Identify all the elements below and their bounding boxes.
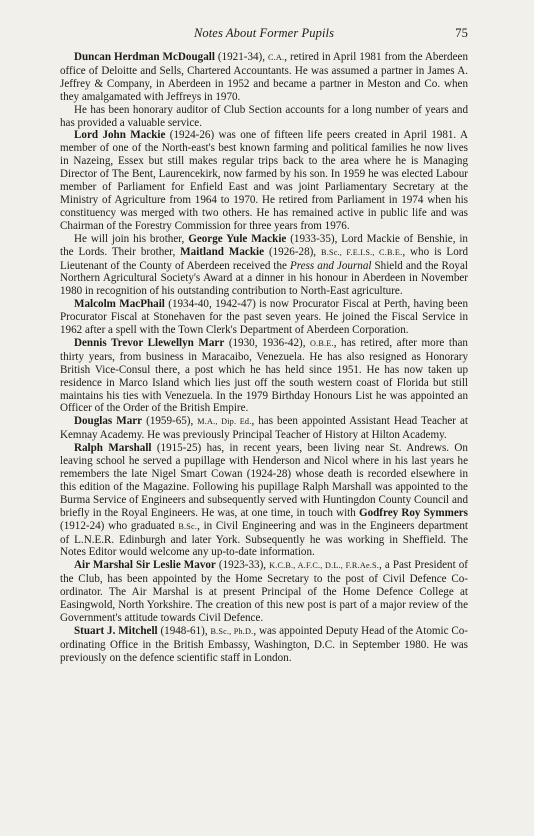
text-run: , a Past President of the Club, has been appointed by the Home Secretary to the post of Civil Defence Co-ordinator. The Air Marshal is at present Principal of the Home Defence College at Easingwold, North Yorkshire. The creation of this new post is part of a major review of the Government's attitude towards Civil Defence. [60, 559, 468, 624]
text-run: (1934-40, 1942-47) is now Procurator Fiscal at Perth, having been Procurator Fiscal at Stonehaven for the past seven years. He joined the Fiscal Service in 1962 after a spell with the Town Clerk's Department of Aberdeen Corporation. [60, 298, 468, 337]
running-header [60, 26, 468, 46]
text-run: , retired in April 1981 from the Aberdeen office of Deloitte and Sells, Chartered Accountants. He was assumed a partner in James A. Jeffrey & Company, in Aberdeen in 1952 and became a partner in Meston and Co. when they amalgamated with Jeffreys in 1970. [60, 51, 469, 103]
page-number: 75 [455, 26, 468, 40]
person-name: Dennis Trevor Llewellyn Marr [74, 336, 225, 349]
text-run: Shield and the Royal Northern Agricultural Society's Award at a dinner in his honour in Aberdeen in November 1980 in recognition of his outstanding contribution to North-East agriculture. [60, 259, 468, 298]
credentials: K.C.B., A.F.C., D.L., F.R.Ae.S. [269, 561, 380, 571]
paragraph [60, 51, 468, 104]
person-name: Maitland Mackie [180, 245, 264, 258]
paragraph [60, 337, 468, 415]
text-run: , has retired, after more than thirty years, from business in Maracaibo, Venezuela. He has also resigned as Honorary British Vice-Consul there, a post which he has held since 1951. He has now taken up residence in Marco Island which lies just off the south western coast of Florida but still maintains his ties with Venezuela. In the 1979 Birthday Honours List he was appointed an Officer of the Order of the British Empire. [60, 336, 468, 415]
paragraph [60, 442, 468, 559]
paragraph [60, 298, 468, 337]
paragraph [60, 625, 468, 665]
text-run: (1933-35), Lord Mackie of Benshie, in the Lords. Their brother, [60, 232, 468, 258]
credentials: B.Sc., F.E.I.S., C.B.E. [321, 247, 403, 257]
text-run: , who is Lord Lieutenant of the County of Aberdeen received the [60, 245, 468, 272]
person-name: Malcolm MacPhail [74, 298, 165, 311]
text-run: (1948-61), [157, 624, 211, 637]
paragraph [60, 559, 468, 625]
person-name: Douglas Marr [74, 415, 143, 428]
text-run: (1959-65), [142, 415, 198, 428]
text-run: (1921-34), [214, 51, 268, 63]
text-run: (1915-25) has, in recent years, been living near St. Andrews. On leaving school he served a pupillage with Henderson and Nicol where in his last years he remembers the late Nigel Smart Cowan (1924-28) whose death is recorded elsewhere in this edition of the Magazine. Following his pupillage Ralph Marshall was appointed to the Burma Service of Engineers and subsequently served with Huntingdon County Council and briefly in the Royal Engineers. He was, at one time, in touch with [60, 442, 468, 519]
publication-title: Press and Journal [290, 259, 372, 272]
person-name: Stuart J. Mitchell [74, 624, 158, 637]
credentials: C.A. [268, 53, 285, 62]
text-run: , has been appointed Assistant Head Teacher at Kemnay Academy. He was previously Principal Teacher of History at Hilton Academy. [60, 415, 468, 442]
text-run: (1924-26) was one of fifteen life peers created in April 1981. A member of one of the North-east's best known farming and political families he now lives in Nazeing, Essex but still makes regular trips back to the area where he is Managing Director of The Bent, Laurencekirk, now farmed by his son. In 1959 he was elected Labour member of Parliament for Enfield East and was joint Parliamentary Secretary at the Ministry of Agriculture from 1964 to 1970. He retired from Parliament in 1974 when his constituency was merged with two others. He has remained active in public life and was Chairman of the Forestry Commission for three years from 1976. [60, 129, 468, 232]
text-run: (1923-33), [215, 559, 270, 572]
text-run: (1912-24) who graduated [60, 519, 179, 532]
text-run: (1926-28), [264, 245, 322, 258]
credentials: B.Sc. [178, 521, 198, 531]
credentials: M.A., Dip. Ed. [197, 417, 252, 427]
credentials: B.Sc., Ph.D. [210, 626, 254, 636]
paragraph [60, 104, 468, 130]
credentials: O.B.E. [310, 338, 334, 348]
person-name: Air Marshal Sir Leslie Mavor [74, 559, 216, 572]
person-name: Ralph Marshall [74, 442, 152, 455]
person-name: Lord John Mackie [74, 129, 166, 142]
text-run: , in Civil Engineering and was in the Engineers department of L.N.E.R. Edinburgh and later York. Subsequently he was working in Sheffield. The Notes Editor would welcome any up-to-date information. [60, 519, 468, 559]
paragraph [60, 129, 468, 232]
person-name: Duncan Herdman McDougall [74, 51, 215, 63]
text-run: He will join his brother, [74, 232, 189, 245]
text-run: (1930, 1936-42), [224, 336, 311, 349]
text-run: He has been honorary auditor of Club Section accounts for a long number of years and has provided a valuable service. [60, 103, 468, 129]
person-name: George Yule Mackie [188, 232, 287, 245]
text-run: , was appointed Deputy Head of the Atomic Co-ordinating Office in the British Embassy, Washington, D.C. in September 1980. He was previously on the defence scientific staff in London. [60, 624, 469, 664]
paragraph [60, 415, 468, 442]
person-name: Godfrey Roy Symmers [358, 506, 468, 519]
article-body [60, 51, 468, 665]
paragraph [60, 233, 468, 299]
running-title: Notes About Former Pupils [193, 26, 335, 40]
